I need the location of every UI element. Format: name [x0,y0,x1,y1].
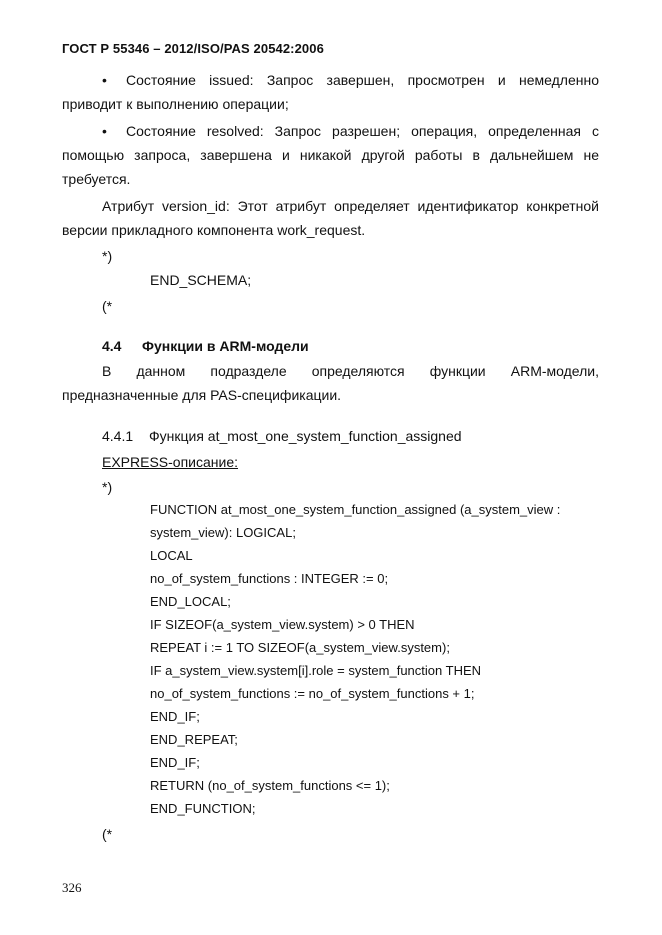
code-line: IF SIZEOF(a_system_view.system) > 0 THEN [150,617,415,632]
comment-close: *) [102,479,113,495]
code-line: RETURN (no_of_system_functions <= 1); [150,778,390,793]
code-line: FUNCTION at_most_one_system_function_assigned (a_system_view : [150,502,561,517]
paragraph-line: предназначенные для PAS-спецификации. [62,387,342,403]
bullet-marker: • [102,72,107,88]
bullet-text-line: Состояние resolved: Запрос разрешен; операция, определенная с [126,123,599,139]
code-line: no_of_system_functions : INTEGER := 0; [150,571,389,586]
express-description-label: EXPRESS-описание: [102,454,239,470]
end-schema-statement: END_SCHEMA; [150,272,252,288]
subsection-title: Функция at_most_one_system_function_assigned [149,428,462,444]
comment-close: *) [102,248,113,264]
section-heading [102,334,309,358]
paragraph-line: версии прикладного компонента work_request. [62,222,366,238]
bullet-item-issued [62,68,599,116]
page-number: 326 [62,880,82,895]
section-paragraph [62,359,599,407]
bullet-item-resolved [62,119,599,191]
section-title: Функции в ARM-модели [142,338,309,354]
code-line: IF a_system_view.system[i].role = system_function THEN [150,663,482,678]
subsection-heading [102,424,462,448]
page-header-title: ГОСТ Р 55346 – 2012/ISO/PAS 20542:2006 [62,41,324,56]
bullet-text-continuation: помощью запроса, завершена и никакой другой работы в дальнейшем не [62,147,599,163]
code-line: REPEAT i := 1 TO SIZEOF(a_system_view.system); [150,640,450,655]
code-line: system_view): LOGICAL; [150,525,296,540]
subsection-number: 4.4.1 [102,428,134,444]
bullet-text-line: Состояние issued: Запрос завершен, просмотрен и немедленно [126,72,599,88]
paragraph-line: В данном подразделе определяются функции ARM-модели, [102,363,599,379]
bullet-text-continuation: требуется. [62,171,131,187]
code-line: LOCAL [150,548,193,563]
paragraph-line: Атрибут version_id: Этот атрибут определяет идентификатор конкретной [102,198,599,214]
code-line: END_IF; [150,755,200,770]
attribute-paragraph [62,194,599,242]
bullet-marker: • [102,123,107,139]
comment-open: (* [102,298,113,314]
code-line: END_REPEAT; [150,732,238,747]
comment-open: (* [102,826,113,842]
code-line: END_FUNCTION; [150,801,256,816]
bullet-text-continuation: приводит к выполнению операции; [62,96,289,112]
code-line: END_LOCAL; [150,594,231,609]
code-line: no_of_system_functions := no_of_system_functions + 1; [150,686,475,701]
code-line: END_IF; [150,709,200,724]
section-number: 4.4 [102,338,122,354]
